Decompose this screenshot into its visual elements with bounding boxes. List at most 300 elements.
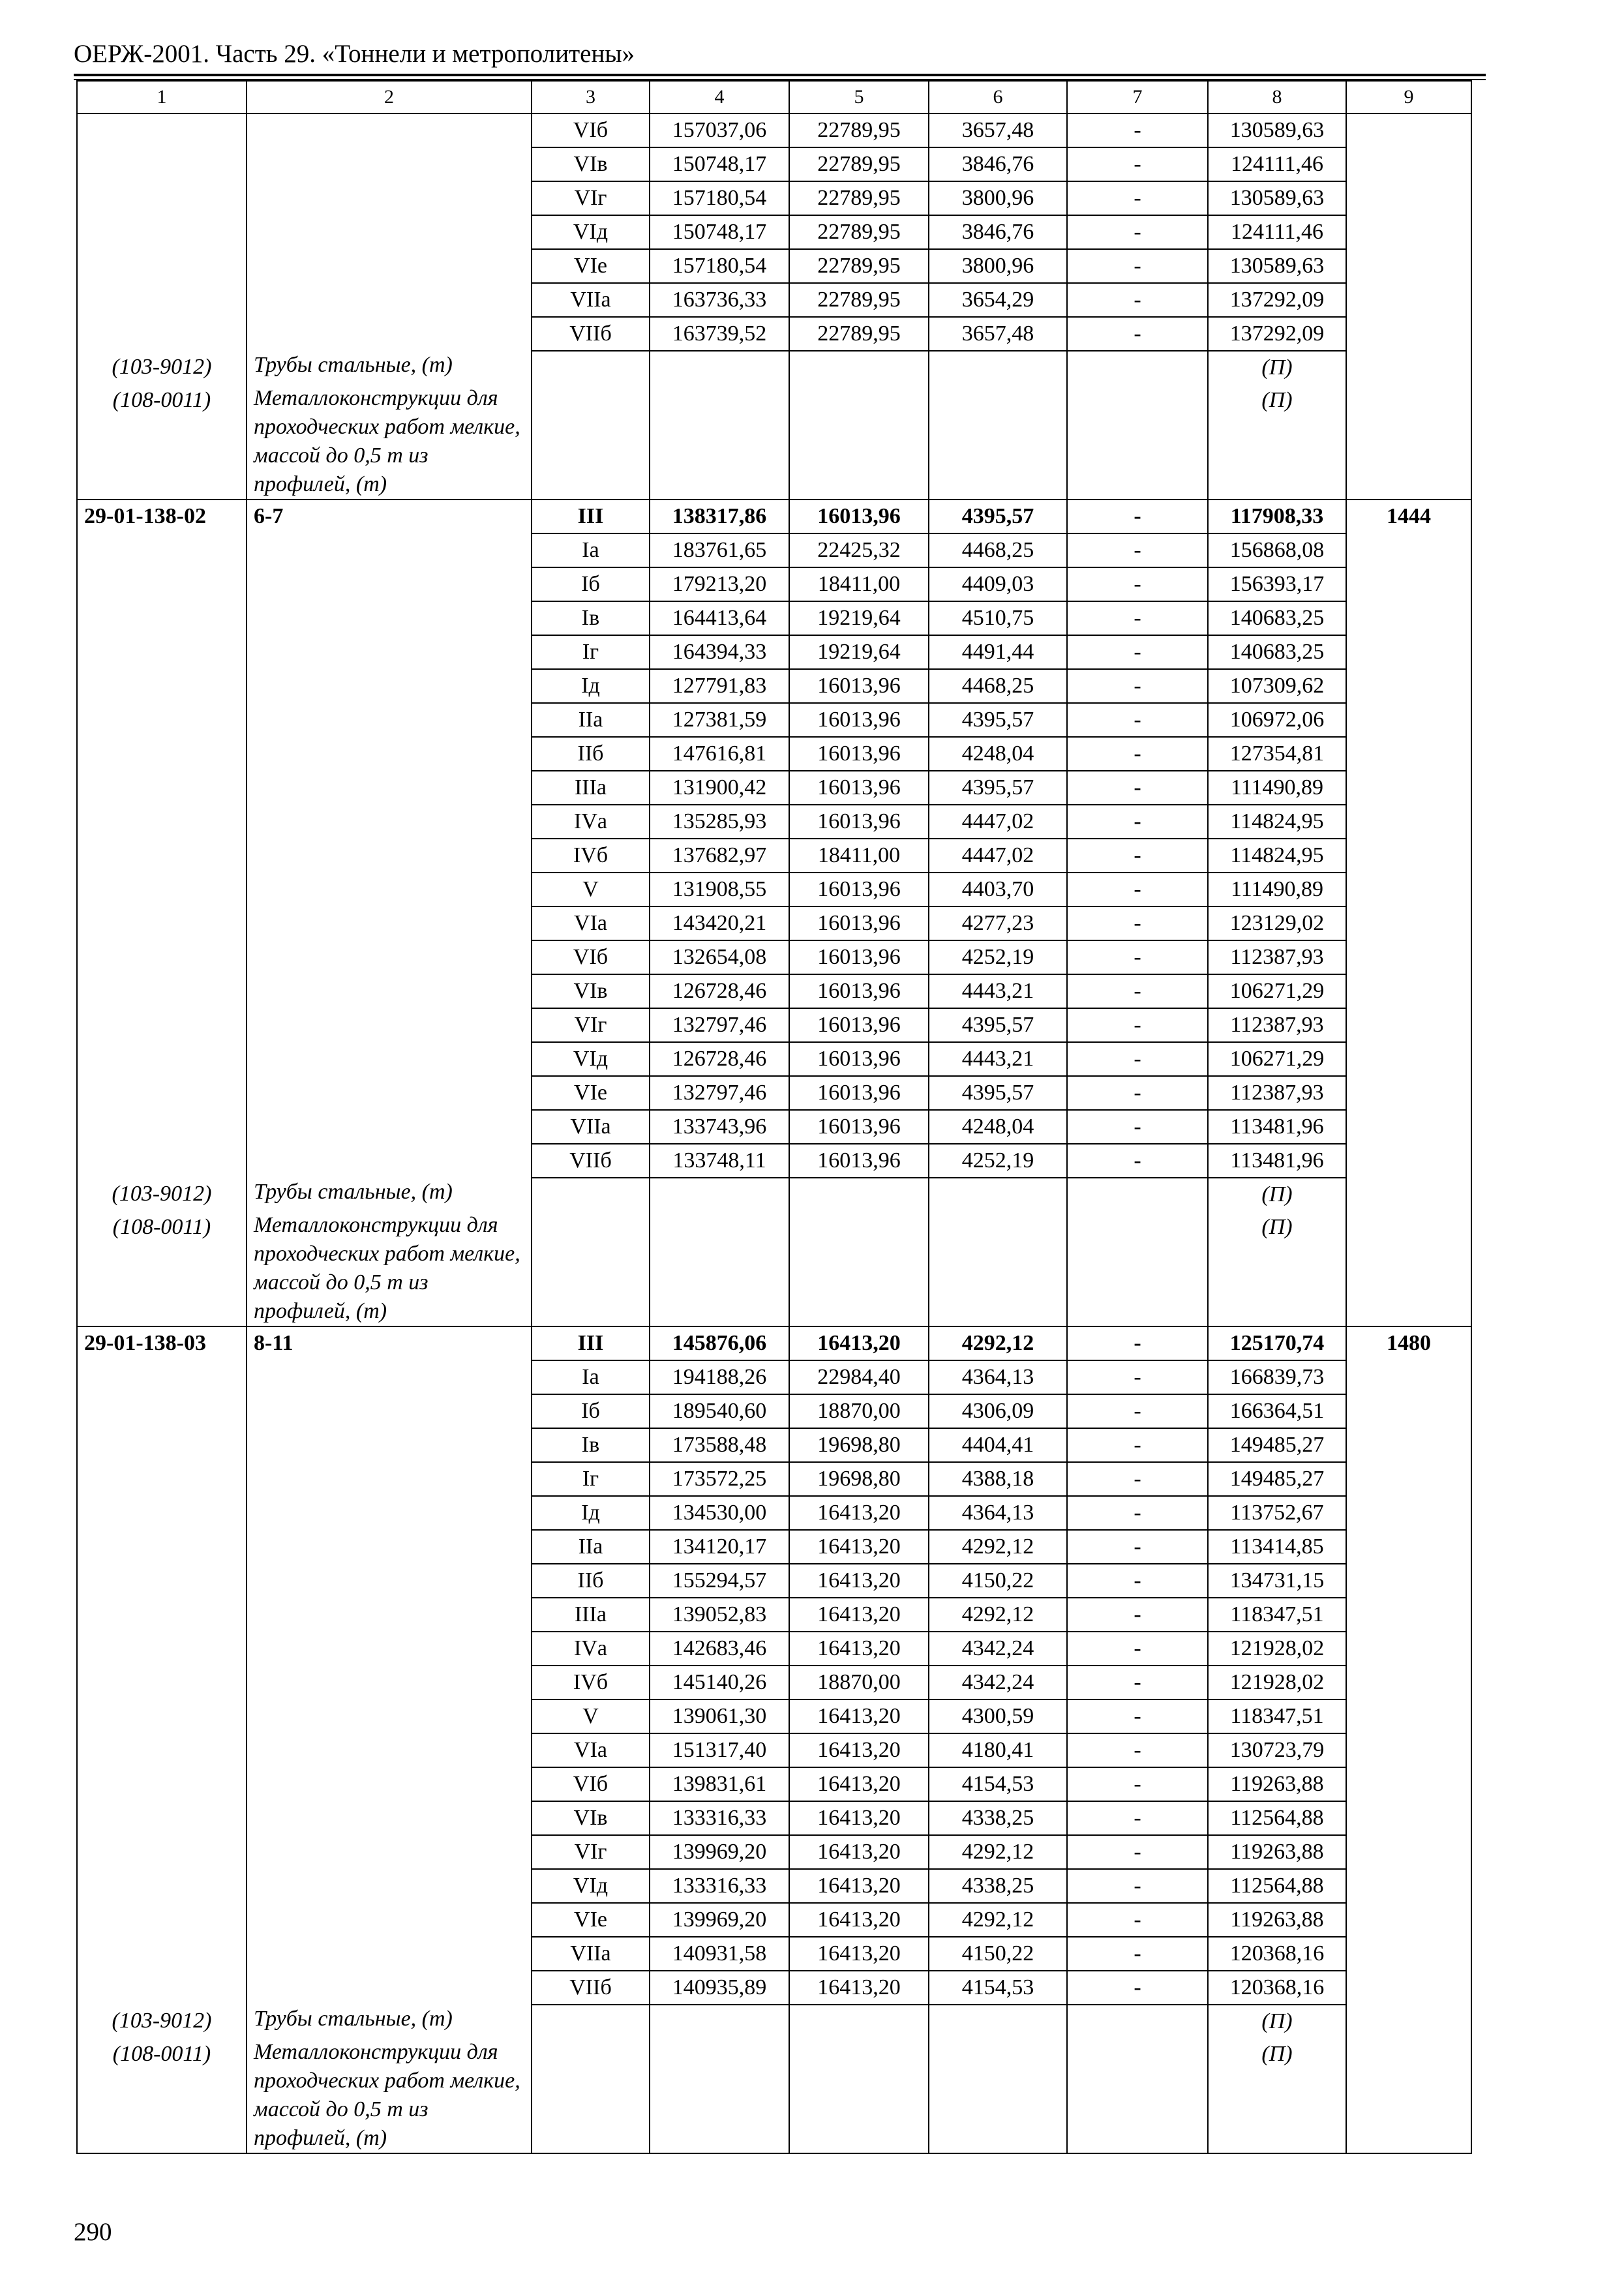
zone-cell: Iд [532, 669, 650, 703]
value-cell-8: 149485,27 [1208, 1462, 1346, 1496]
total-cell [1346, 1042, 1471, 1076]
work-name [247, 249, 532, 283]
rate-code [77, 283, 247, 317]
total-cell [1346, 906, 1471, 940]
table-row [77, 974, 1471, 1008]
value-cell-7: - [1067, 940, 1208, 974]
zone-cell: Iа [532, 1360, 650, 1394]
work-name [247, 1767, 532, 1801]
value-cell-7: - [1067, 113, 1208, 147]
table-row [77, 873, 1471, 906]
table-row [77, 771, 1471, 805]
total-cell [1346, 1360, 1471, 1394]
value-cell-5: 16013,96 [789, 771, 929, 805]
total-cell [1346, 1564, 1471, 1598]
value-cell-8: 112564,88 [1208, 1801, 1346, 1835]
value-cell-6: 4180,41 [929, 1733, 1067, 1767]
value-cell-7: - [1067, 669, 1208, 703]
value-cell-5: 19219,64 [789, 601, 929, 635]
value-cell-4: 142683,46 [650, 1632, 789, 1666]
value-cell-7: - [1067, 1767, 1208, 1801]
zone-cell: VIб [532, 940, 650, 974]
value-cell-5: 18870,00 [789, 1666, 929, 1699]
table-row [77, 147, 1471, 181]
rate-code [77, 1042, 247, 1076]
value-cell-6: 4248,04 [929, 737, 1067, 771]
value-cell-7: - [1067, 1835, 1208, 1869]
value-cell-8: 112387,93 [1208, 1008, 1346, 1042]
value-cell-4: 126728,46 [650, 1042, 789, 1076]
empty-cell [929, 2038, 1067, 2153]
value-cell-5: 22984,40 [789, 1360, 929, 1394]
empty-cell [1067, 351, 1208, 384]
value-cell-6: 4154,53 [929, 1971, 1067, 2005]
work-name [247, 533, 532, 567]
total-cell [1346, 1869, 1471, 1903]
rate-code [77, 771, 247, 805]
header-rule-thick [74, 74, 1486, 76]
value-cell-5: 16413,20 [789, 1632, 929, 1666]
table-row [77, 181, 1471, 215]
total-cell [1346, 1733, 1471, 1767]
value-cell-6: 4388,18 [929, 1462, 1067, 1496]
value-cell-8: 149485,27 [1208, 1428, 1346, 1462]
work-name [247, 1496, 532, 1530]
material-unit-mark: (П) [1208, 2005, 1346, 2038]
empty-cell [929, 351, 1067, 384]
value-cell-8: 127354,81 [1208, 737, 1346, 771]
rate-code [77, 147, 247, 181]
table-row [77, 1632, 1471, 1666]
value-cell-8: 111490,89 [1208, 873, 1346, 906]
table-row [77, 1767, 1471, 1801]
table-row [77, 1428, 1471, 1462]
value-cell-6: 4248,04 [929, 1110, 1067, 1144]
rate-code [77, 1699, 247, 1733]
total-cell [1346, 113, 1471, 147]
value-cell-5: 18411,00 [789, 567, 929, 601]
value-cell-8: 118347,51 [1208, 1598, 1346, 1632]
zone-cell: VIIа [532, 1110, 650, 1144]
table-body [77, 81, 1471, 2153]
value-cell-8: 130723,79 [1208, 1733, 1346, 1767]
total-cell [1346, 635, 1471, 669]
work-name [247, 1733, 532, 1767]
value-cell-4: 157037,06 [650, 113, 789, 147]
value-cell-7: - [1067, 1360, 1208, 1394]
zone-cell: VIд [532, 1869, 650, 1903]
work-name [247, 839, 532, 873]
value-cell-7: - [1067, 215, 1208, 249]
empty-cell [532, 2038, 650, 2153]
value-cell-5: 22789,95 [789, 147, 929, 181]
work-name [247, 1530, 532, 1564]
value-cell-5: 19698,80 [789, 1428, 929, 1462]
empty-cell [650, 2005, 789, 2038]
rate-code [77, 703, 247, 737]
work-name [247, 737, 532, 771]
value-cell-6: 3657,48 [929, 113, 1067, 147]
total-cell [1346, 1598, 1471, 1632]
value-cell-6: 3846,76 [929, 215, 1067, 249]
empty-cell [650, 1178, 789, 1211]
value-cell-6: 4447,02 [929, 805, 1067, 839]
value-cell-8: 106271,29 [1208, 974, 1346, 1008]
value-cell-8: 124111,46 [1208, 215, 1346, 249]
value-cell-6: 4395,57 [929, 1008, 1067, 1042]
total-cell [1346, 940, 1471, 974]
table-row [77, 1564, 1471, 1598]
rate-code [77, 1496, 247, 1530]
work-name [247, 1394, 532, 1428]
material-code: (103-9012) [77, 351, 247, 384]
table-row [77, 906, 1471, 940]
value-cell-6: 4443,21 [929, 974, 1067, 1008]
value-cell-4: 133316,33 [650, 1869, 789, 1903]
column-number: 3 [532, 81, 650, 113]
work-name [247, 974, 532, 1008]
price-table [76, 80, 1472, 2154]
rate-code [77, 1971, 247, 2005]
value-cell-5: 16013,96 [789, 974, 929, 1008]
rate-code [77, 1564, 247, 1598]
value-cell-4: 137682,97 [650, 839, 789, 873]
empty-cell [1346, 1211, 1471, 1326]
total-cell [1346, 1428, 1471, 1462]
empty-cell [532, 1211, 650, 1326]
rate-code [77, 1666, 247, 1699]
value-cell-7: - [1067, 1530, 1208, 1564]
empty-cell [532, 1178, 650, 1211]
material-row [77, 2005, 1471, 2038]
value-cell-7: - [1067, 1598, 1208, 1632]
work-name [247, 1937, 532, 1971]
page-number: 290 [74, 2218, 112, 2246]
value-cell-4: 147616,81 [650, 737, 789, 771]
value-cell-6: 4468,25 [929, 533, 1067, 567]
value-cell-8: 156868,08 [1208, 533, 1346, 567]
value-cell-4: 155294,57 [650, 1564, 789, 1598]
value-cell-7: - [1067, 283, 1208, 317]
rate-code: 29-01-138-03 [77, 1326, 247, 1360]
value-cell-5: 22789,95 [789, 283, 929, 317]
rate-code [77, 1835, 247, 1869]
value-cell-6: 4300,59 [929, 1699, 1067, 1733]
total-cell [1346, 567, 1471, 601]
work-name [247, 1110, 532, 1144]
empty-cell [650, 351, 789, 384]
value-cell-4: 183761,65 [650, 533, 789, 567]
table-row [77, 249, 1471, 283]
value-cell-8: 125170,74 [1208, 1326, 1346, 1360]
rate-code [77, 181, 247, 215]
rate-code: 29-01-138-02 [77, 500, 247, 533]
table-row [77, 113, 1471, 147]
value-cell-7: - [1067, 249, 1208, 283]
value-cell-5: 16013,96 [789, 906, 929, 940]
value-cell-4: 139831,61 [650, 1767, 789, 1801]
value-cell-5: 16413,20 [789, 1733, 929, 1767]
material-code: (108-0011) [77, 1211, 247, 1326]
value-cell-4: 140931,58 [650, 1937, 789, 1971]
work-name [247, 703, 532, 737]
value-cell-4: 127791,83 [650, 669, 789, 703]
zone-cell: IVб [532, 1666, 650, 1699]
work-name [247, 1903, 532, 1937]
value-cell-7: - [1067, 1801, 1208, 1835]
empty-cell [789, 2005, 929, 2038]
work-name [247, 1869, 532, 1903]
value-cell-7: - [1067, 1564, 1208, 1598]
zone-cell: VIг [532, 181, 650, 215]
rate-code [77, 1076, 247, 1110]
value-cell-4: 132797,46 [650, 1008, 789, 1042]
value-cell-4: 131908,55 [650, 873, 789, 906]
table-row [77, 500, 1471, 533]
value-cell-8: 117908,33 [1208, 500, 1346, 533]
value-cell-5: 16413,20 [789, 1801, 929, 1835]
value-cell-7: - [1067, 805, 1208, 839]
value-cell-6: 4150,22 [929, 1564, 1067, 1598]
zone-cell: VIе [532, 1903, 650, 1937]
value-cell-5: 16013,96 [789, 669, 929, 703]
table-row [77, 703, 1471, 737]
zone-cell: VIд [532, 1042, 650, 1076]
work-name [247, 567, 532, 601]
value-cell-7: - [1067, 839, 1208, 873]
total-cell [1346, 1462, 1471, 1496]
rate-code [77, 215, 247, 249]
zone-cell: VIа [532, 906, 650, 940]
rate-code [77, 567, 247, 601]
value-cell-6: 3846,76 [929, 147, 1067, 181]
zone-cell: VIIа [532, 1937, 650, 1971]
material-unit-mark: (П) [1208, 384, 1346, 500]
total-cell [1346, 1008, 1471, 1042]
rate-code [77, 1767, 247, 1801]
value-cell-7: - [1067, 1008, 1208, 1042]
value-cell-5: 16413,20 [789, 1937, 929, 1971]
work-name [247, 771, 532, 805]
value-cell-6: 4306,09 [929, 1394, 1067, 1428]
value-cell-7: - [1067, 500, 1208, 533]
value-cell-8: 120368,16 [1208, 1937, 1346, 1971]
total-cell [1346, 1903, 1471, 1937]
value-cell-6: 4364,13 [929, 1496, 1067, 1530]
zone-cell: VIе [532, 249, 650, 283]
rate-code [77, 533, 247, 567]
value-cell-6: 4292,12 [929, 1326, 1067, 1360]
material-row [77, 384, 1471, 500]
page-header-title: ОЕРЖ-2001. Часть 29. «Тоннели и метрополитены» [74, 40, 635, 68]
value-cell-5: 22425,32 [789, 533, 929, 567]
table-row [77, 1110, 1471, 1144]
value-cell-4: 163736,33 [650, 283, 789, 317]
value-cell-8: 113752,67 [1208, 1496, 1346, 1530]
total-cell [1346, 1496, 1471, 1530]
value-cell-5: 16013,96 [789, 805, 929, 839]
value-cell-7: - [1067, 1144, 1208, 1178]
value-cell-5: 16413,20 [789, 1835, 929, 1869]
table-row [77, 215, 1471, 249]
work-name [247, 1598, 532, 1632]
rate-code [77, 1937, 247, 1971]
value-cell-6: 4395,57 [929, 703, 1067, 737]
zone-cell: VIб [532, 113, 650, 147]
value-cell-5: 22789,95 [789, 215, 929, 249]
value-cell-7: - [1067, 1076, 1208, 1110]
value-cell-4: 134530,00 [650, 1496, 789, 1530]
empty-cell [1346, 2038, 1471, 2153]
rate-code [77, 873, 247, 906]
work-name [247, 1042, 532, 1076]
total-cell [1346, 805, 1471, 839]
value-cell-4: 163739,52 [650, 317, 789, 351]
value-cell-6: 3800,96 [929, 249, 1067, 283]
value-cell-7: - [1067, 147, 1208, 181]
zone-cell: IIа [532, 703, 650, 737]
value-cell-6: 4395,57 [929, 500, 1067, 533]
work-name [247, 1008, 532, 1042]
table-row [77, 737, 1471, 771]
zone-cell: VIа [532, 1733, 650, 1767]
value-cell-8: 130589,63 [1208, 249, 1346, 283]
value-cell-4: 189540,60 [650, 1394, 789, 1428]
value-cell-6: 4468,25 [929, 669, 1067, 703]
table-row [77, 805, 1471, 839]
rate-code [77, 1110, 247, 1144]
table-row [77, 1076, 1471, 1110]
value-cell-6: 4338,25 [929, 1801, 1067, 1835]
material-row [77, 1178, 1471, 1211]
column-number: 6 [929, 81, 1067, 113]
table-row [77, 1903, 1471, 1937]
value-cell-5: 18411,00 [789, 839, 929, 873]
work-name [247, 1076, 532, 1110]
total-cell [1346, 1801, 1471, 1835]
table-row [77, 1462, 1471, 1496]
zone-cell: IVа [532, 1632, 650, 1666]
value-cell-6: 4277,23 [929, 906, 1067, 940]
total-cell [1346, 737, 1471, 771]
value-cell-7: - [1067, 771, 1208, 805]
value-cell-6: 4404,41 [929, 1428, 1067, 1462]
work-name [247, 1144, 532, 1178]
value-cell-6: 4342,24 [929, 1666, 1067, 1699]
zone-cell: IIа [532, 1530, 650, 1564]
value-cell-4: 134120,17 [650, 1530, 789, 1564]
value-cell-4: 138317,86 [650, 500, 789, 533]
value-cell-8: 107309,62 [1208, 669, 1346, 703]
work-name [247, 147, 532, 181]
empty-cell [1346, 351, 1471, 384]
value-cell-7: - [1067, 703, 1208, 737]
empty-cell [1067, 2038, 1208, 2153]
work-name [247, 1632, 532, 1666]
total-cell [1346, 1076, 1471, 1110]
empty-cell [1067, 384, 1208, 500]
rate-code [77, 1394, 247, 1428]
zone-cell: IIб [532, 1564, 650, 1598]
work-name [247, 1801, 532, 1835]
table-row [77, 283, 1471, 317]
total-cell [1346, 533, 1471, 567]
material-name: Трубы стальные, (т) [247, 351, 532, 384]
zone-cell: VIб [532, 1767, 650, 1801]
rate-code [77, 805, 247, 839]
value-cell-6: 4252,19 [929, 1144, 1067, 1178]
value-cell-8: 118347,51 [1208, 1699, 1346, 1733]
material-row [77, 2038, 1471, 2153]
value-cell-5: 16013,96 [789, 703, 929, 737]
zone-cell: Iг [532, 635, 650, 669]
rate-code [77, 1869, 247, 1903]
work-name [247, 669, 532, 703]
total-cell [1346, 703, 1471, 737]
table-row [77, 601, 1471, 635]
value-cell-7: - [1067, 1699, 1208, 1733]
total-cell [1346, 249, 1471, 283]
value-cell-6: 4150,22 [929, 1937, 1067, 1971]
value-cell-6: 3654,29 [929, 283, 1067, 317]
value-cell-8: 130589,63 [1208, 113, 1346, 147]
total-cell: 1480 [1346, 1326, 1471, 1360]
value-cell-8: 113414,85 [1208, 1530, 1346, 1564]
table-row [77, 1496, 1471, 1530]
table-row [77, 1144, 1471, 1178]
table-row [77, 1008, 1471, 1042]
value-cell-6: 4154,53 [929, 1767, 1067, 1801]
material-name: Трубы стальные, (т) [247, 1178, 532, 1211]
value-cell-4: 132654,08 [650, 940, 789, 974]
material-code: (103-9012) [77, 2005, 247, 2038]
value-cell-4: 150748,17 [650, 147, 789, 181]
zone-cell: V [532, 873, 650, 906]
rate-code [77, 669, 247, 703]
work-name [247, 1971, 532, 2005]
value-cell-7: - [1067, 974, 1208, 1008]
value-cell-5: 16413,20 [789, 1598, 929, 1632]
value-cell-4: 133743,96 [650, 1110, 789, 1144]
value-cell-4: 145140,26 [650, 1666, 789, 1699]
work-name [247, 1666, 532, 1699]
value-cell-4: 133748,11 [650, 1144, 789, 1178]
rate-code [77, 1733, 247, 1767]
value-cell-6: 4342,24 [929, 1632, 1067, 1666]
value-cell-6: 4338,25 [929, 1869, 1067, 1903]
value-cell-4: 145876,06 [650, 1326, 789, 1360]
total-cell [1346, 1144, 1471, 1178]
material-row [77, 351, 1471, 384]
empty-cell [650, 2038, 789, 2153]
total-cell [1346, 1666, 1471, 1699]
zone-cell: Iв [532, 601, 650, 635]
value-cell-5: 16413,20 [789, 1971, 929, 2005]
total-cell [1346, 215, 1471, 249]
zone-cell: VIг [532, 1008, 650, 1042]
zone-cell: Iб [532, 567, 650, 601]
value-cell-6: 4364,13 [929, 1360, 1067, 1394]
rate-code [77, 1428, 247, 1462]
zone-cell: VIд [532, 215, 650, 249]
value-cell-8: 112387,93 [1208, 940, 1346, 974]
zone-cell: IIIа [532, 771, 650, 805]
work-name [247, 635, 532, 669]
value-cell-4: 139061,30 [650, 1699, 789, 1733]
table-row [77, 1869, 1471, 1903]
rate-code [77, 1530, 247, 1564]
value-cell-4: 164394,33 [650, 635, 789, 669]
